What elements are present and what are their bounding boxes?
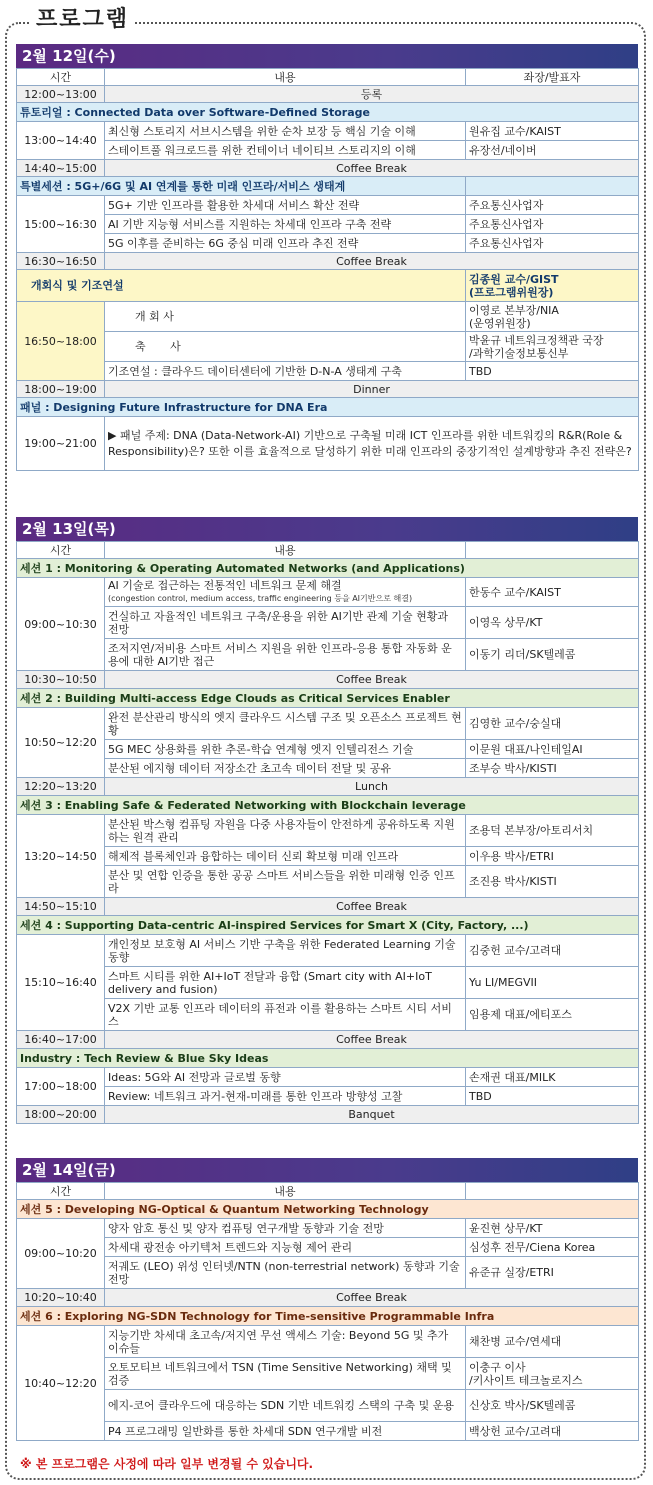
title-wrap (30, 4, 135, 36)
page-title: 프로그램 (36, 7, 130, 32)
chair-name: 김종원 교수/GIST (469, 272, 559, 286)
col-content: 내용 (105, 69, 466, 86)
speaker-role: /과학기술정보통신부 (469, 346, 569, 360)
talk-title: 저궤도 (LEO) 위성 인터넷/NTN (non-terrestrial network) 동향과 기술 전망 (105, 1257, 466, 1289)
talk-title: 지능기반 차세대 초고속/저지연 무선 액세스 기술: Beyond 5G 및 추가 이슈들 (105, 1326, 466, 1358)
session-title: 패널 : Designing Future Infrastructure for DNA Era (17, 398, 639, 417)
speaker: 이충구 이사 (469, 1360, 526, 1374)
session-title: 세션 4 : Supporting Data-centric AI-inspired Services for Smart X (City, Factory, ...) (17, 916, 639, 935)
talk-title: 완전 분산관리 방식의 엣지 클라우드 시스템 구조 및 오픈소스 프로젝트 현황 (105, 708, 466, 740)
col-time: 시간 (17, 542, 105, 559)
time-cell: 15:00~16:30 (17, 196, 105, 253)
day3-table (16, 1182, 639, 1441)
speaker: 박윤규 네트워크정책관 국장 (469, 333, 604, 347)
speaker: 한동수 교수/KAIST (466, 578, 639, 607)
registration: 등록 (105, 86, 639, 103)
session-title: 개회식 및 기조연설 (17, 270, 466, 302)
talk-title: V2X 기반 교통 인프라 데이터의 퓨전과 이를 활용하는 스마트 시티 서비스 (105, 999, 466, 1031)
speaker: TBD (466, 362, 639, 381)
talk-title: Ideas: 5G와 AI 전망과 글로벌 동향 (105, 1068, 466, 1087)
talk-title: 개 회 사 (105, 302, 466, 332)
day1-section (16, 44, 638, 471)
talk-title: 건실하고 자율적인 네트워크 구축/운용을 위한 AI기반 관제 기술 현황과 전망 (105, 607, 466, 639)
time-cell: 13:20~14:50 (17, 815, 105, 898)
coffee-break: Coffee Break (105, 898, 639, 916)
speaker: 이동기 리더/SK텔레콤 (466, 639, 639, 671)
talk-title: 5G 이후를 준비하는 6G 중심 미래 인프라 추진 전략 (105, 234, 466, 253)
time-cell: 10:50~12:20 (17, 708, 105, 778)
time-cell: 09:00~10:30 (17, 578, 105, 671)
speaker-role: (운영위원장) (469, 316, 531, 330)
talk-title: 5G MEC 상용화를 위한 추론-학습 연계형 엣지 인텔리전스 기술 (105, 740, 466, 759)
time-cell: 18:00~20:00 (17, 1106, 105, 1124)
change-notice: ※ 본 프로그램은 사정에 따라 일부 변경될 수 있습니다. (20, 1457, 314, 1471)
talk-title: 양자 암호 통신 및 양자 컴퓨팅 연구개발 동향과 기술 전망 (105, 1219, 466, 1238)
talk-title: 개인정보 보호형 AI 서비스 기반 구축을 위한 Federated Learning 기술 동향 (105, 935, 466, 967)
talk-subtitle: (congestion control, medium access, traffic engineering 등을 AI기반으로 해결) (108, 594, 413, 603)
session-title: 특별세션 : 5G+/6G 및 AI 연계를 통한 미래 인프라/서비스 생태계 (17, 177, 466, 196)
talk-title: 해제적 블록체인과 융합하는 데이터 신뢰 확보형 미래 인프라 (105, 847, 466, 866)
speaker: 윤진현 상무/KT (466, 1219, 639, 1238)
day1-header: 2월 12일(수) (16, 44, 638, 68)
speaker: TBD (466, 1087, 639, 1106)
day2-section (16, 517, 638, 1124)
speaker: 조진용 박사/KISTI (466, 866, 639, 898)
time-cell: 12:00~13:00 (17, 86, 105, 103)
time-cell: 10:30~10:50 (17, 671, 105, 689)
day2-header: 2월 13일(목) (16, 517, 638, 541)
speaker: 심성후 전무/Ciena Korea (466, 1238, 639, 1257)
talk-title: 오토모티브 네트워크에서 TSN (Time Sensitive Networking) 채택 및 검증 (105, 1358, 466, 1390)
session-title: 세션 3 : Enabling Safe & Federated Networking with Blockchain leverage (17, 796, 639, 815)
talk-title: 5G+ 기반 인프라를 활용한 차세대 서비스 확산 전략 (105, 196, 466, 215)
session-title: 세션 6 : Exploring NG-SDN Technology for Time-sensitive Programmable Infra (17, 1307, 639, 1326)
speaker: 이영로 본부장/NIA (469, 303, 559, 317)
dinner: Dinner (105, 381, 639, 398)
day3-section (16, 1158, 638, 1441)
talk-title: 분산된 에지형 데이터 저장소간 초고속 데이터 전달 및 공유 (105, 759, 466, 778)
talk-title: 스테이트풀 워크로드를 위한 컨테이너 네이티브 스토리지의 이해 (105, 141, 466, 160)
time-cell: 14:40~15:00 (17, 160, 105, 177)
speaker: 주요통신사업자 (466, 196, 639, 215)
talk-title: 분산 및 연합 인증을 통한 공공 스마트 서비스들을 위한 미래형 인증 인프라 (105, 866, 466, 898)
time-cell: 16:30~16:50 (17, 253, 105, 270)
talk-title: 최신형 스토리지 서브시스템을 위한 순차 보장 등 핵심 기술 이해 (105, 122, 466, 141)
time-cell: 10:40~12:20 (17, 1326, 105, 1441)
speaker: 이영옥 상무/KT (466, 607, 639, 639)
speaker-org: /키사이트 테크놀로지스 (469, 1373, 583, 1387)
talk-title: 차세대 광전송 아키텍처 트렌드와 지능형 제어 관리 (105, 1238, 466, 1257)
day3-header: 2월 14일(금) (16, 1158, 638, 1182)
time-cell: 19:00~21:00 (17, 417, 105, 471)
time-cell: 18:00~19:00 (17, 381, 105, 398)
time-cell: 17:00~18:00 (17, 1068, 105, 1106)
session-title: 세션 5 : Developing NG-Optical & Quantum Networking Technology (17, 1200, 639, 1219)
time-cell: 12:20~13:20 (17, 778, 105, 796)
talk-title: 조저지연/저비용 스마트 서비스 지원을 위한 인프라-응용 통합 자동화 운용에 대한 AI기반 접근 (105, 639, 466, 671)
col-content: 내용 (105, 542, 466, 559)
chair-role: (프로그램위원장) (469, 285, 554, 299)
talk-title: 분산된 박스형 컴퓨팅 자원을 다중 사용자들이 안전하게 공유하도록 지원하는 원격 관리 (105, 815, 466, 847)
col-time: 시간 (17, 1183, 105, 1200)
speaker: 임용제 대표/에티포스 (466, 999, 639, 1031)
speaker: 주요통신사업자 (466, 234, 639, 253)
speaker: 신상호 박사/SK텔레콤 (466, 1390, 639, 1422)
day2-table (16, 541, 639, 1124)
speaker: 김중헌 교수/고려대 (466, 935, 639, 967)
speaker: 원유집 교수/KAIST (466, 122, 639, 141)
talk-title: 에지-코어 클라우드에 대응하는 SDN 기반 네트워킹 스택의 구축 및 운용 (105, 1390, 466, 1422)
speaker: 이문원 대표/나인테일AI (466, 740, 639, 759)
time-cell: 16:50~18:00 (17, 302, 105, 381)
coffee-break: Coffee Break (105, 1289, 639, 1307)
speaker: 채찬병 교수/연세대 (466, 1326, 639, 1358)
time-cell: 15:10~16:40 (17, 935, 105, 1031)
speaker: 조용덕 본부장/아토리서치 (466, 815, 639, 847)
speaker: 백상헌 교수/고려대 (466, 1422, 639, 1441)
speaker: Yu LI/MEGVII (466, 967, 639, 999)
talk-title: 축 사 (105, 332, 466, 362)
coffee-break: Coffee Break (105, 160, 639, 177)
time-cell: 10:20~10:40 (17, 1289, 105, 1307)
col-content: 내용 (105, 1183, 466, 1200)
coffee-break: Coffee Break (105, 1031, 639, 1049)
time-cell: 14:50~15:10 (17, 898, 105, 916)
session-title: Industry : Tech Review & Blue Sky Ideas (17, 1049, 639, 1068)
talk-title: Review: 네트워크 과거-현재-미래를 통한 인프라 방향성 고찰 (105, 1087, 466, 1106)
talk-title: AI 기반 지능형 서비스를 지원하는 차세대 인프라 구축 전략 (105, 215, 466, 234)
talk-title: P4 프로그래밍 일반화를 통한 차세대 SDN 연구개발 비전 (105, 1422, 466, 1441)
col-speaker: 좌장/발표자 (466, 69, 639, 86)
speaker: 김영한 교수/숭실대 (466, 708, 639, 740)
banquet: Banquet (105, 1106, 639, 1124)
talk-title: 스마트 시티를 위한 AI+IoT 전달과 융합 (Smart city with AI+IoT delivery and fusion) (105, 967, 466, 999)
session-title: 세션 2 : Building Multi-access Edge Clouds as Critical Services Enabler (17, 689, 639, 708)
time-cell: 16:40~17:00 (17, 1031, 105, 1049)
talk-title: AI 기술로 접근하는 전통적인 네트워크 문제 해결 (108, 579, 342, 592)
col-time: 시간 (17, 69, 105, 86)
lunch: Lunch (105, 778, 639, 796)
time-cell: 09:00~10:20 (17, 1219, 105, 1289)
session-title: 세션 1 : Monitoring & Operating Automated Networks (and Applications) (17, 559, 639, 578)
panel-topic: ▶ 패널 주제: DNA (Data-Network-AI) 기반으로 구축될 미래 ICT 인프라를 위한 네트워킹의 R&R(Role & Responsibility)은? 또한 이를 효율적으로 달성하기 위한 미래 인프라의 중장기적인 설계방향과 추진 전략은? (105, 417, 639, 471)
speaker: 조부승 박사/KISTI (466, 759, 639, 778)
speaker: 손재권 대표/MILK (466, 1068, 639, 1087)
speaker: 유장선/네이버 (466, 141, 639, 160)
speaker: 주요통신사업자 (466, 215, 639, 234)
talk-title: 기조연설 : 클라우드 데이터센터에 기반한 D-N-A 생태계 구축 (105, 362, 466, 381)
day1-table (16, 68, 639, 471)
coffee-break: Coffee Break (105, 671, 639, 689)
time-cell: 13:00~14:40 (17, 122, 105, 160)
session-title: 튜토리얼 : Connected Data over Software-Defined Storage (17, 103, 639, 122)
speaker: 유준규 실장/ETRI (466, 1257, 639, 1289)
coffee-break: Coffee Break (105, 253, 639, 270)
speaker: 이우용 박사/ETRI (466, 847, 639, 866)
